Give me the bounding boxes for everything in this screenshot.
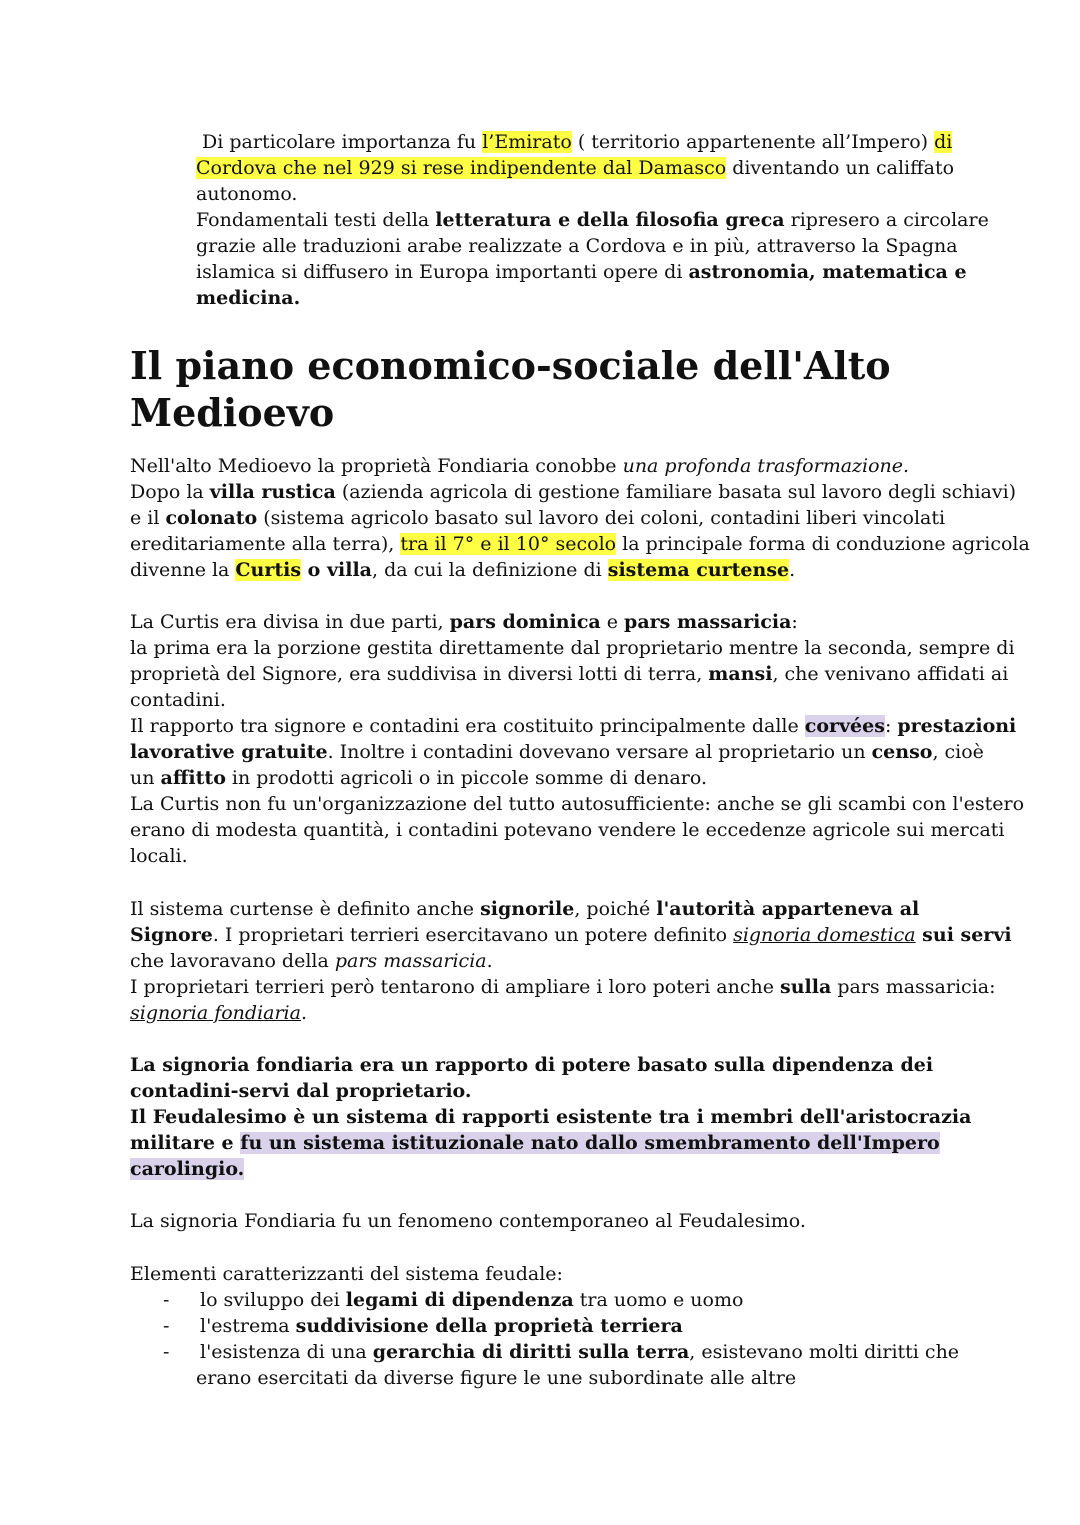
p3-line-5: signoria fondiaria. <box>130 1002 308 1024</box>
paragraph-feudalesimo <box>130 1052 971 1182</box>
p1-line-2: Dopo la villa rustica (azienda agricola di gestione familiare basata sul lavoro degli schiavi) <box>130 481 1017 503</box>
p1-line-1: Nell'alto Medioevo la proprietà Fondiaria conobbe una profonda trasformazione. <box>130 455 910 477</box>
p4-line-2: contadini-servi dal proprietario. <box>130 1080 472 1102</box>
p2-line-4: contadini. <box>130 689 226 711</box>
p1-line-4: ereditariamente alla terra), tra il 7° e il 10° secolo la principale forma di conduzione agricola <box>130 533 1030 555</box>
intro-paragraph <box>196 129 989 311</box>
list-item-continuation: erano esercitati da diverse figure le une subordinate alle altre <box>196 1367 797 1389</box>
p1-line-3: e il colonato (sistema agricolo basato sul lavoro dei coloni, contadini liberi vincolati <box>130 507 946 529</box>
list-item: l'estrema suddivisione della proprietà terriera <box>200 1315 683 1337</box>
intro-line-4: Fondamentali testi della letteratura e della filosofia greca ripresero a circolare <box>196 209 989 231</box>
list-bullet: - <box>163 1341 170 1363</box>
intro-line-7: medicina. <box>196 287 301 309</box>
p2-line-6: lavorative gratuite. Inoltre i contadini dovevano versare al proprietario un censo, cioè <box>130 741 984 763</box>
intro-line-6: islamica si diffusero in Europa importanti opere di astronomia, matematica e <box>196 261 967 283</box>
p2-line-3: proprietà del Signore, era suddivisa in diversi lotti di terra, mansi, che venivano affidati ai <box>130 663 1009 685</box>
intro-line-1: Di particolare importanza fu l’Emirato ( territorio appartenente all’Impero) di <box>202 131 953 153</box>
p2-line-8: La Curtis non fu un'organizzazione del tutto autosufficiente: anche se gli scambi con l'estero <box>130 793 1025 815</box>
p5-line-1: La signoria Fondiaria fu un fenomeno contemporaneo al Feudalesimo. <box>130 1210 806 1232</box>
p3-line-2: Signore. I proprietari terrieri esercitavano un potere definito signoria domestica sui servi <box>130 924 1012 946</box>
p2-line-5: Il rapporto tra signore e contadini era costituito principalmente dalle corvées: prestazioni <box>130 715 1017 737</box>
paragraph-property <box>130 453 1030 583</box>
list-bullet: - <box>163 1315 170 1337</box>
p2-line-9: erano di modesta quantità, i contadini potevano vendere le eccedenze agricole sui mercati <box>130 819 1005 841</box>
p4-line-3: Il Feudalesimo è un sistema di rapporti esistente tra i membri dell'aristocrazia <box>130 1106 972 1128</box>
list-bullet: - <box>163 1289 170 1311</box>
intro-line-5: grazie alle traduzioni arabe realizzate a Cordova e in più, attraverso la Spagna <box>196 235 958 257</box>
section-heading <box>130 342 891 436</box>
p4-line-1: La signoria fondiaria era un rapporto di potere basato sulla dipendenza dei <box>130 1054 934 1076</box>
paragraph-contemporaneo <box>130 1208 806 1234</box>
intro-line-3: autonomo. <box>196 183 298 205</box>
list-intro <box>130 1261 563 1287</box>
heading-line-2: Medioevo <box>130 390 335 435</box>
p2-line-1: La Curtis era divisa in due parti, pars dominica e pars massaricia: <box>130 611 798 633</box>
intro-line-2: Cordova che nel 929 si rese indipendente dal Damasco diventando un califfato <box>196 157 955 179</box>
p3-line-4: I proprietari terrieri però tentarono di ampliare i loro poteri anche sulla pars massaricia: <box>130 976 996 998</box>
p4-line-4: militare e fu un sistema istituzionale nato dallo smembramento dell'Impero <box>130 1132 940 1154</box>
list-item: lo sviluppo dei legami di dipendenza tra uomo e uomo <box>200 1289 744 1311</box>
heading-line-1: Il piano economico-sociale dell'Alto <box>130 343 891 388</box>
paragraph-curtis <box>130 609 1024 869</box>
p4-line-5: carolingio. <box>130 1158 245 1180</box>
p2-line-2: la prima era la porzione gestita direttamente dal proprietario mentre la seconda, sempre di <box>130 637 1015 659</box>
list-intro-text: Elementi caratterizzanti del sistema feudale: <box>130 1263 563 1285</box>
p2-line-10: locali. <box>130 845 188 867</box>
paragraph-signorile <box>130 896 1012 1026</box>
p1-line-5: divenne la Curtis o villa, da cui la definizione di sistema curtense. <box>130 559 796 581</box>
p2-line-7: un affitto in prodotti agricoli o in piccole somme di denaro. <box>130 767 707 789</box>
p3-line-1: Il sistema curtense è definito anche signorile, poiché l'autorità apparteneva al <box>130 898 920 920</box>
p3-line-3: che lavoravano della pars massaricia. <box>130 950 493 972</box>
list-item: l'esistenza di una gerarchia di diritti sulla terra, esistevano molti diritti che <box>200 1341 960 1363</box>
